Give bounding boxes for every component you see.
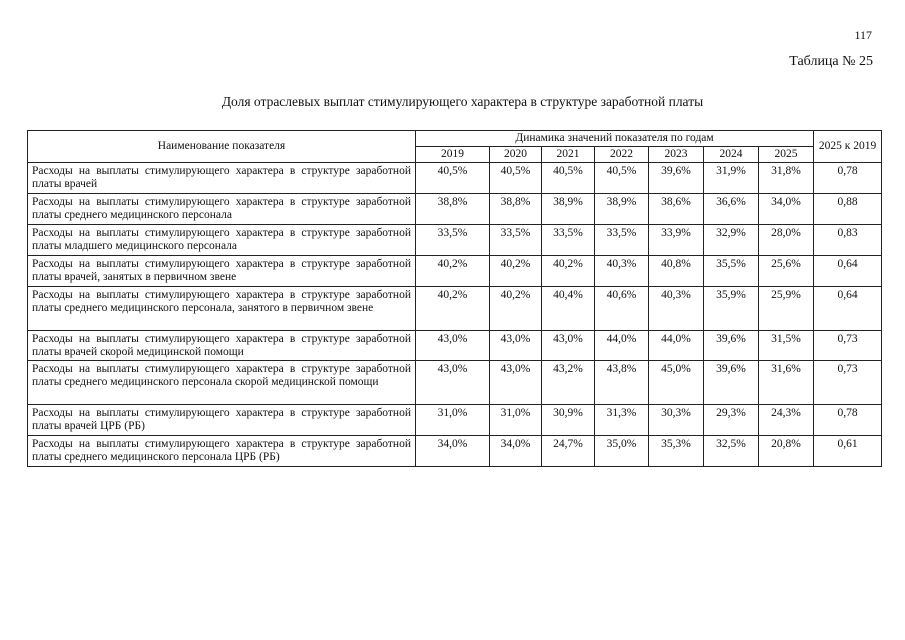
indicator-name: Расходы на выплаты стимулирующего характера в структуре заработной платы среднего медицинского персонала скорой медицинской помощи	[28, 361, 416, 405]
indicator-name: Расходы на выплаты стимулирующего характера в структуре заработной платы врачей ЦРБ (РБ)	[28, 405, 416, 436]
ratio-value: 0,78	[814, 163, 882, 194]
year-value: 38,8%	[416, 194, 490, 225]
year-value: 40,2%	[542, 256, 595, 287]
table-row	[28, 361, 882, 405]
year-value: 35,3%	[649, 436, 704, 467]
ratio-value: 0,78	[814, 405, 882, 436]
year-value: 34,0%	[759, 194, 814, 225]
year-value: 25,9%	[759, 287, 814, 331]
header-year: 2024	[704, 147, 759, 163]
indicator-name: Расходы на выплаты стимулирующего характера в структуре заработной платы среднего медицинского персонала	[28, 194, 416, 225]
year-value: 31,6%	[759, 361, 814, 405]
year-value: 39,6%	[704, 361, 759, 405]
header-year: 2022	[595, 147, 649, 163]
year-value: 31,0%	[416, 405, 490, 436]
year-value: 38,8%	[490, 194, 542, 225]
year-value: 40,6%	[595, 287, 649, 331]
ratio-value: 0,64	[814, 256, 882, 287]
header-year: 2025	[759, 147, 814, 163]
ratio-value: 0,73	[814, 331, 882, 361]
year-value: 31,0%	[490, 405, 542, 436]
year-value: 39,6%	[649, 163, 704, 194]
year-value: 25,6%	[759, 256, 814, 287]
year-value: 34,0%	[490, 436, 542, 467]
year-value: 35,0%	[595, 436, 649, 467]
table-row	[28, 331, 882, 361]
indicators-table	[27, 130, 882, 467]
year-value: 43,0%	[416, 361, 490, 405]
year-value: 30,3%	[649, 405, 704, 436]
year-value: 36,6%	[704, 194, 759, 225]
year-value: 31,3%	[595, 405, 649, 436]
indicator-name: Расходы на выплаты стимулирующего характера в структуре заработной платы врачей	[28, 163, 416, 194]
year-value: 38,6%	[649, 194, 704, 225]
header-year: 2020	[490, 147, 542, 163]
table-row	[28, 163, 882, 194]
year-value: 31,5%	[759, 331, 814, 361]
header-year: 2023	[649, 147, 704, 163]
table-row	[28, 225, 882, 256]
year-value: 34,0%	[416, 436, 490, 467]
year-value: 33,5%	[490, 225, 542, 256]
year-value: 33,5%	[595, 225, 649, 256]
table-row	[28, 405, 882, 436]
ratio-value: 0,64	[814, 287, 882, 331]
year-value: 31,8%	[759, 163, 814, 194]
year-value: 40,3%	[595, 256, 649, 287]
header-ratio: 2025 к 2019	[814, 131, 882, 163]
indicator-name: Расходы на выплаты стимулирующего характера в структуре заработной платы врачей скорой медицинской помощи	[28, 331, 416, 361]
year-value: 33,9%	[649, 225, 704, 256]
year-value: 40,2%	[490, 256, 542, 287]
indicator-name: Расходы на выплаты стимулирующего характера в структуре заработной платы среднего медицинского персонала ЦРБ (РБ)	[28, 436, 416, 467]
year-value: 33,5%	[542, 225, 595, 256]
ratio-value: 0,61	[814, 436, 882, 467]
year-value: 29,3%	[704, 405, 759, 436]
indicator-name: Расходы на выплаты стимулирующего характера в структуре заработной платы врачей, занятых в первичном звене	[28, 256, 416, 287]
year-value: 44,0%	[649, 331, 704, 361]
year-value: 40,8%	[649, 256, 704, 287]
year-value: 33,5%	[416, 225, 490, 256]
year-value: 35,5%	[704, 256, 759, 287]
ratio-value: 0,88	[814, 194, 882, 225]
indicator-name: Расходы на выплаты стимулирующего характера в структуре заработной платы младшего медицинского персонала	[28, 225, 416, 256]
header-dynamics: Динамика значений показателя по годам	[416, 131, 814, 147]
year-value: 43,0%	[542, 331, 595, 361]
indicator-name: Расходы на выплаты стимулирующего характера в структуре заработной платы среднего медицинского персонала, занятого в первичном звене	[28, 287, 416, 331]
year-value: 32,9%	[704, 225, 759, 256]
year-value: 43,0%	[490, 361, 542, 405]
year-value: 40,5%	[490, 163, 542, 194]
year-value: 24,7%	[542, 436, 595, 467]
table-row	[28, 194, 882, 225]
ratio-value: 0,83	[814, 225, 882, 256]
year-value: 24,3%	[759, 405, 814, 436]
year-value: 38,9%	[595, 194, 649, 225]
year-value: 45,0%	[649, 361, 704, 405]
year-value: 28,0%	[759, 225, 814, 256]
year-value: 20,8%	[759, 436, 814, 467]
table-row	[28, 436, 882, 467]
year-value: 40,5%	[416, 163, 490, 194]
year-value: 43,0%	[490, 331, 542, 361]
table-number: Таблица № 25	[789, 54, 873, 69]
year-value: 44,0%	[595, 331, 649, 361]
year-value: 38,9%	[542, 194, 595, 225]
year-value: 43,0%	[416, 331, 490, 361]
year-value: 43,8%	[595, 361, 649, 405]
header-year: 2021	[542, 147, 595, 163]
year-value: 40,4%	[542, 287, 595, 331]
year-value: 35,9%	[704, 287, 759, 331]
year-value: 40,5%	[595, 163, 649, 194]
ratio-value: 0,73	[814, 361, 882, 405]
header-indicator-name: Наименование показателя	[28, 131, 416, 163]
year-value: 39,6%	[704, 331, 759, 361]
year-value: 40,3%	[649, 287, 704, 331]
year-value: 43,2%	[542, 361, 595, 405]
year-value: 40,5%	[542, 163, 595, 194]
year-value: 40,2%	[490, 287, 542, 331]
table-row	[28, 256, 882, 287]
year-value: 32,5%	[704, 436, 759, 467]
document-title: Доля отраслевых выплат стимулирующего характера в структуре заработной платы	[221, 94, 704, 109]
header-year: 2019	[416, 147, 490, 163]
year-value: 40,2%	[416, 287, 490, 331]
table-row	[28, 287, 882, 331]
page-number: 117	[854, 28, 872, 42]
year-value: 31,9%	[704, 163, 759, 194]
year-value: 30,9%	[542, 405, 595, 436]
year-value: 40,2%	[416, 256, 490, 287]
